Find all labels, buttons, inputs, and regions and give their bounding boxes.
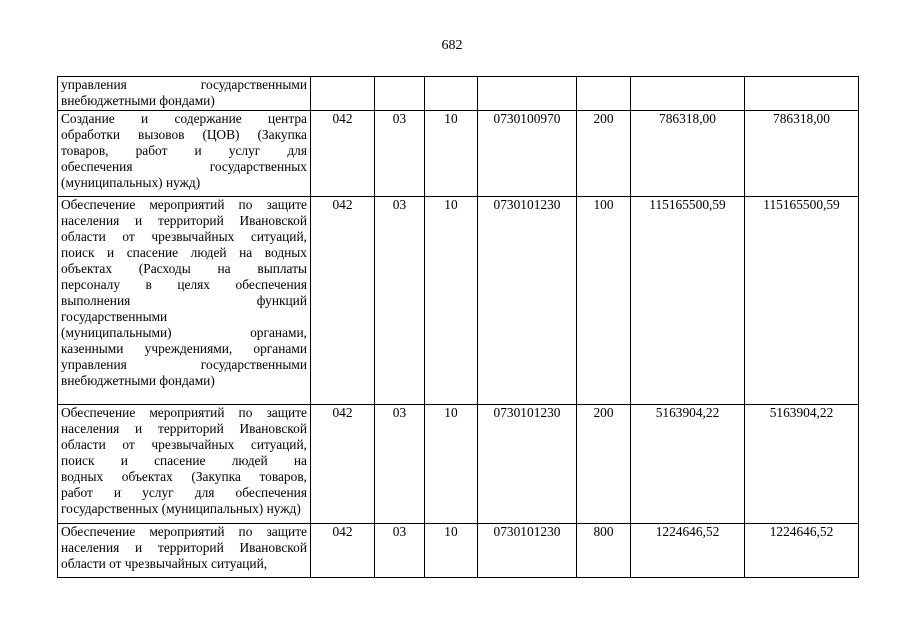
description-line: товаров, работ и услуг для [61, 143, 307, 158]
description-line: населения и территорий Ивановской [61, 213, 307, 228]
description-line: (муниципальных) нужд) [61, 175, 201, 190]
amount-cell [631, 77, 745, 111]
description-line: объектах (Расходы на выплаты [61, 261, 307, 276]
row-description [58, 77, 311, 111]
amount-cell: 115165500,59 [745, 197, 859, 405]
amount-cell: 1224646,52 [745, 524, 859, 578]
description-line: Обеспечение мероприятий по защите [61, 524, 307, 539]
section-code-cell: 03 [375, 524, 425, 578]
description-line: внебюджетными фондами) [61, 93, 215, 108]
expense-type-cell: 100 [577, 197, 631, 405]
expense-type-cell: 200 [577, 405, 631, 524]
table-row [58, 405, 859, 524]
section-code-cell: 03 [375, 197, 425, 405]
description-line: обеспечения государственных [61, 159, 307, 174]
subsection-code-cell [425, 77, 478, 111]
ministry-code-cell: 042 [311, 197, 375, 405]
description-line: населения и территорий Ивановской [61, 540, 307, 555]
row-description [58, 197, 311, 405]
table-row [58, 524, 859, 578]
description-line: поиск и спасение людей на [61, 453, 307, 468]
amount-cell: 1224646,52 [631, 524, 745, 578]
budget-table [57, 76, 859, 578]
subsection-code-cell: 10 [425, 111, 478, 197]
description-line: (муниципальными) органами, [61, 325, 307, 340]
description-line: управления государственными [61, 357, 307, 372]
description-line: Создание и содержание центра [61, 111, 307, 126]
description-line: области от чрезвычайных ситуаций, [61, 556, 268, 571]
subsection-code-cell: 10 [425, 405, 478, 524]
target-article-cell: 0730101230 [478, 197, 577, 405]
description-line: персоналу в целях обеспечения [61, 277, 307, 292]
description-line: области от чрезвычайных ситуаций, [61, 229, 307, 244]
description-line: населения и территорий Ивановской [61, 421, 307, 436]
subsection-code-cell: 10 [425, 524, 478, 578]
target-article-cell: 0730101230 [478, 524, 577, 578]
description-line: работ и услуг для обеспечения [61, 485, 307, 500]
ministry-code-cell: 042 [311, 524, 375, 578]
expense-type-cell: 800 [577, 524, 631, 578]
amount-cell: 786318,00 [745, 111, 859, 197]
description-line: казенными учреждениями, органами [61, 341, 307, 356]
section-code-cell [375, 77, 425, 111]
page-number: 682 [441, 38, 463, 53]
description-line: управления государственными [61, 77, 307, 92]
amount-cell: 786318,00 [631, 111, 745, 197]
row-description [58, 111, 311, 197]
table-row [58, 197, 859, 405]
expense-type-cell: 200 [577, 111, 631, 197]
ministry-code-cell: 042 [311, 111, 375, 197]
description-line: государственными [61, 309, 168, 324]
target-article-cell [478, 77, 577, 111]
amount-cell: 5163904,22 [631, 405, 745, 524]
description-line: водных объектах (Закупка товаров, [61, 469, 307, 484]
section-code-cell: 03 [375, 111, 425, 197]
amount-cell: 115165500,59 [631, 197, 745, 405]
table-row [58, 77, 859, 111]
description-line: Обеспечение мероприятий по защите [61, 197, 307, 212]
description-line: государственных (муниципальных) нужд) [61, 501, 301, 516]
expense-type-cell [577, 77, 631, 111]
description-line: выполнения функций [61, 293, 307, 308]
target-article-cell: 0730100970 [478, 111, 577, 197]
row-description [58, 524, 311, 578]
ministry-code-cell [311, 77, 375, 111]
table-row [58, 111, 859, 197]
target-article-cell: 0730101230 [478, 405, 577, 524]
amount-cell [745, 77, 859, 111]
description-line: Обеспечение мероприятий по защите [61, 405, 307, 420]
description-line: внебюджетными фондами) [61, 373, 215, 388]
description-line: поиск и спасение людей на водных [61, 245, 307, 260]
row-description [58, 405, 311, 524]
description-line: обработки вызовов (ЦОВ) (Закупка [61, 127, 307, 142]
description-line: области от чрезвычайных ситуаций, [61, 437, 307, 452]
subsection-code-cell: 10 [425, 197, 478, 405]
section-code-cell: 03 [375, 405, 425, 524]
amount-cell: 5163904,22 [745, 405, 859, 524]
ministry-code-cell: 042 [311, 405, 375, 524]
